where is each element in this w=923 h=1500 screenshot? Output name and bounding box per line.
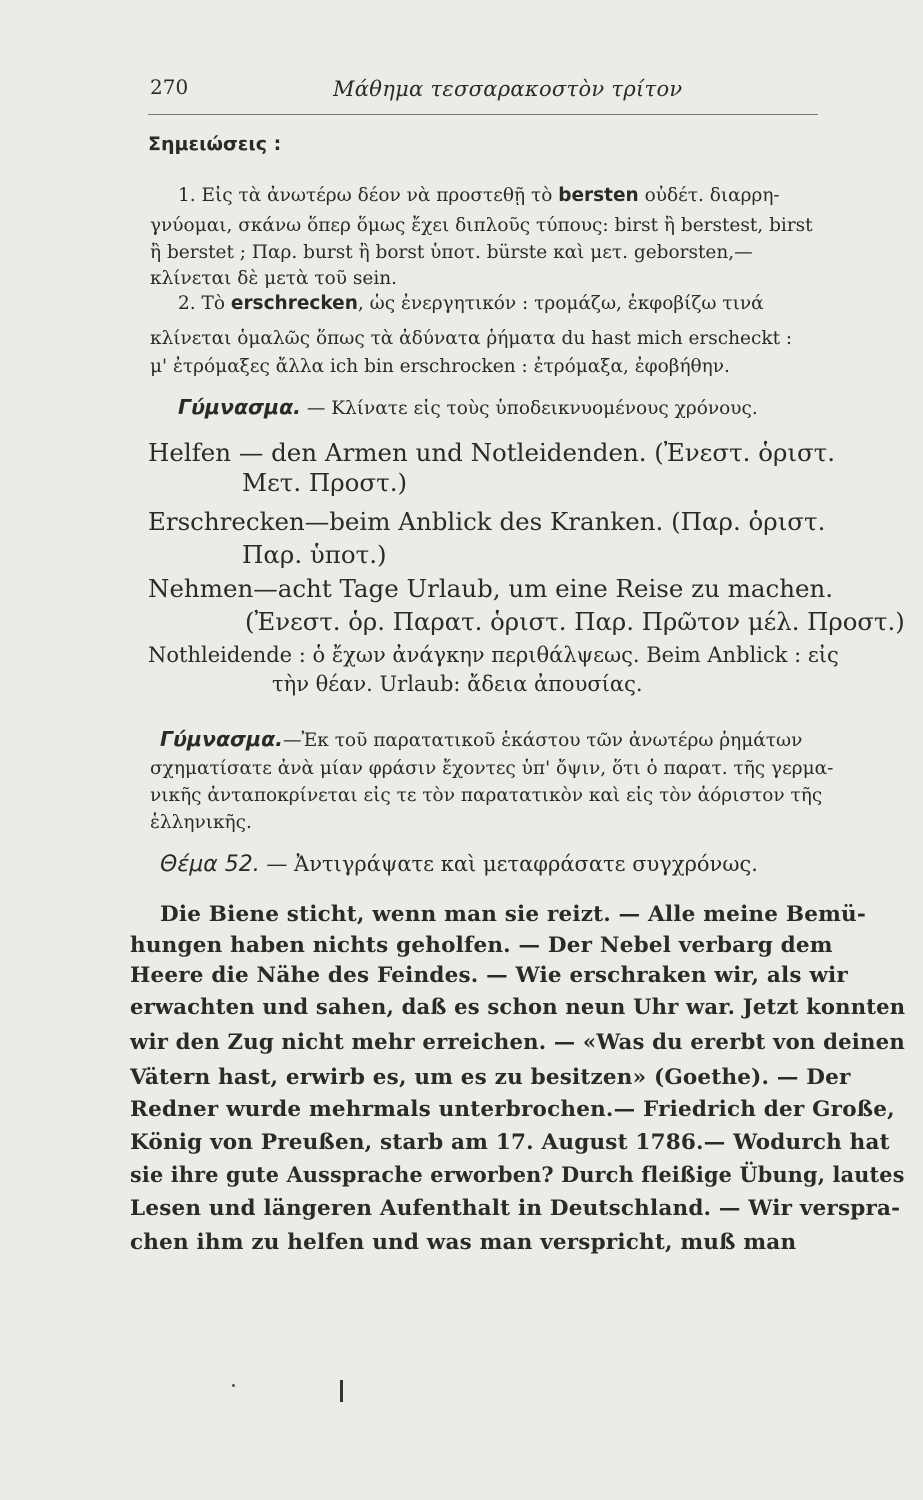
theme-line-9: sie ihre gute Aussprache erworben? Durch fleißige Übung, lautes — [130, 1163, 905, 1188]
note-1-line-1: 1. Εἰς τὰ ἀνωτέρω δέον νὰ προστεθῇ τὸ bersten οὐδέτ. διαρρη- — [178, 185, 780, 206]
exercise-1-heading: Γύμνασμα. — [178, 395, 301, 419]
exercise-1-item-3-line-1: Nehmen—acht Tage Urlaub, um eine Reise zu machen. — [148, 574, 834, 603]
exercise-1-item-3-line-2: (Ἐνεστ. ὁρ. Παρατ. ὁριστ. Παρ. Πρῶτον μέλ. Προστ.) — [245, 607, 905, 636]
theme-line-3: Heere die Nähe des Feindes. — Wie erschraken wir, als wir — [130, 963, 848, 988]
note-2-line-2: κλίνεται ὁμαλῶς ὅπως τὰ ἀδύνατα ῥήματα du hast mich erscheckt : — [150, 328, 793, 349]
theme-line-8: König von Preußen, starb am 17. August 1786.— Wodurch hat — [130, 1130, 890, 1155]
running-head: Μάθημα τεσσαρακοστὸν τρίτον — [333, 77, 683, 101]
exercise-1-intro: Γύμνασμα. — Κλίνατε εἰς τοὺς ὑποδεικνυομένους χρόνους. — [178, 395, 758, 419]
theme-line-4: erwachten und sahen, daß es schon neun Uhr war. Jetzt konnten — [130, 995, 906, 1020]
exercise-2-line-1: Γύμνασμα.—Ἐκ τοῦ παρατατικοῦ ἑκάστου τῶν ἀνωτέρω ῥημάτων — [160, 727, 803, 751]
exercise-1-item-2-line-2: Παρ. ὑποτ.) — [242, 540, 387, 569]
theme-intro: Θέμα 52. — Ἀντιγράψατε καὶ μεταφράσατε συγχρόνως. — [160, 852, 758, 877]
theme-line-2: hungen haben nichts geholfen. — Der Nebel verbarg dem — [130, 933, 833, 958]
page-number: 270 — [150, 75, 189, 99]
exercise-1-gloss-line-2: τὴν θέαν. Urlaub: ἄδεια ἀπουσίας. — [272, 672, 643, 696]
theme-heading: Θέμα 52. — [160, 852, 260, 877]
printer-mark — [340, 1380, 343, 1402]
exercise-2-line-3: νικῆς ἀνταποκρίνεται εἰς τε τὸν παρατατικὸν καὶ εἰς τὸν ἀόριστον τῆς — [150, 785, 823, 806]
theme-line-6: Vätern hast, erwirb es, um es zu besitzen» (Goethe). — Der — [130, 1065, 851, 1090]
note-1-line-4: κλίνεται δὲ μετὰ τοῦ sein. — [150, 268, 398, 289]
exercise-1-item-2-line-1: Erschrecken—beim Anblick des Kranken. (Παρ. ὁριστ. — [148, 507, 826, 536]
theme-line-5: wir den Zug nicht mehr erreichen. — «Was du ererbt von deinen — [130, 1030, 905, 1055]
exercise-2-line-4: ἑλληνικῆς. — [150, 812, 252, 833]
exercise-2-line-2: σχηματίσατε ἀνὰ μίαν φράσιν ἔχοντες ὑπ' ὄψιν, ὅτι ὁ παρατ. τῆς γερμα- — [150, 758, 834, 779]
note-2-line-1: 2. Τὸ erschrecken, ὡς ἐνεργητικόν : τρομάζω, ἐκφοβίζω τινά — [178, 293, 764, 314]
note-1-line-3: ἢ berstet ; Παρ. burst ἢ borst ὑποτ. bürste καὶ μετ. geborsten,— — [150, 242, 753, 263]
exercise-2-heading: Γύμνασμα. — [160, 727, 283, 751]
theme-line-1: Die Biene sticht, wenn man sie reizt. — Alle meine Bemü- — [160, 902, 866, 927]
theme-line-11: chen ihm zu helfen und was man verspricht, muß man — [130, 1230, 797, 1255]
ink-speck — [232, 1384, 235, 1387]
notes-heading: Σημειώσεις : — [148, 133, 282, 155]
exercise-1-gloss-line-1: Nothleidende : ὁ ἔχων ἀνάγκην περιθάλψεως. Beim Anblick : εἰς — [148, 643, 839, 667]
theme-line-7: Redner wurde mehrmals unterbrochen.— Friedrich der Große, — [130, 1097, 895, 1122]
theme-line-10: Lesen und längeren Aufenthalt in Deutschland. — Wir verspra- — [130, 1196, 901, 1221]
note-2-line-3: μ' ἐτρόμαξες ἄλλα ich bin erschrocken : ἐτρόμαξα, ἐφοβήθην. — [150, 356, 730, 377]
header-rule — [148, 114, 818, 115]
exercise-1-item-1-line-2: Μετ. Προστ.) — [242, 468, 408, 497]
exercise-1-item-1-line-1: Helfen — den Armen und Notleidenden. (Ἐνεστ. ὁριστ. — [148, 438, 836, 467]
note-1-line-2: γνύομαι, σκάνω ὅπερ ὅμως ἔχει διπλοῦς τύπους: birst ἢ berstest, birst — [150, 215, 813, 236]
